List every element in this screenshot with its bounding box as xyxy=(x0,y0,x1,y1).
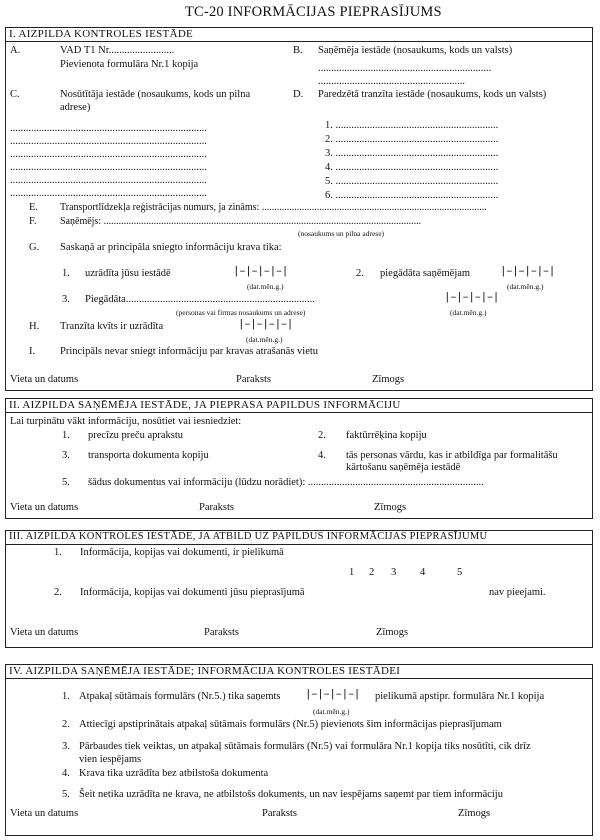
s4-item4-number[interactable]: 4. xyxy=(62,768,70,779)
field-b-line-1[interactable]: .................................................................. xyxy=(318,63,492,74)
g3-number: 3. xyxy=(62,294,70,305)
field-d-letter: D. xyxy=(293,89,304,100)
g2-date-box[interactable]: |–|–|–|–| xyxy=(500,266,555,278)
g3-date-note: (dat.mēn.g.) xyxy=(450,308,487,317)
field-c-line[interactable]: ........................................................................... xyxy=(10,175,207,186)
s4-item3-label-2: vien iespējams xyxy=(79,754,142,765)
g1-label: uzrādīta jūsu iestādē xyxy=(85,268,171,279)
s2-item1-number: 1. xyxy=(62,430,70,441)
field-c-line[interactable]: ........................................................................... xyxy=(10,123,207,134)
form-title: TC-20 INFORMĀCIJAS PIEPRASĪJUMS xyxy=(185,4,442,20)
field-f-note: (nosaukums un pilna adrese) xyxy=(298,229,385,238)
s1-footer-signature[interactable]: Paraksts xyxy=(236,374,271,385)
field-e-letter: E. xyxy=(29,202,39,213)
s4-item1-date-note: (dat.mēn.g.) xyxy=(313,707,350,716)
field-c-line[interactable]: ........................................................................... xyxy=(10,188,207,199)
field-f-letter: F. xyxy=(29,216,37,227)
field-e-vehicle-number[interactable]: Transportlīdzekļa reģistrācijas numurs, ja zināms: .......................................................................................... xyxy=(60,202,487,213)
g2-date-note: (dat.mēn.g.) xyxy=(507,282,544,291)
s1-footer-stamp[interactable]: Zīmogs xyxy=(372,374,405,385)
s4-item1-number[interactable]: 1. xyxy=(62,691,70,702)
field-d-line-1[interactable]: 1. .............................................................. xyxy=(325,120,499,131)
section-3-header: III. AIZPILDA KONTROLES IESTĀDE, JA ATBILD UZ PAPILDUS INFORMĀCIJAS PIEPRASĪJUMU xyxy=(9,531,488,542)
s2-item4-number: 4. xyxy=(318,450,326,461)
s3-attachment-number[interactable]: 1 xyxy=(349,567,355,578)
field-c-label-2: adrese) xyxy=(60,102,91,113)
s2-item5-number: 5. xyxy=(62,477,70,488)
field-c-letter: C. xyxy=(10,89,20,100)
field-a-letter: A. xyxy=(10,45,21,56)
s4-item3-label-1: Pārbaudes tiek veiktas, un atpakaļ sūtāmais formulārs (Nr.5) vai formulāra Nr.1 kopija tiks nosūtīti, cik drīz xyxy=(79,741,531,752)
s2-item4-label-2[interactable]: kārtošanu saņēmēja iestādē xyxy=(346,462,461,473)
field-h-label: Tranzīta kvīts ir uzrādīta xyxy=(60,321,164,332)
s2-footer-stamp[interactable]: Zīmogs xyxy=(374,502,407,513)
field-g-label: Saskaņā ar principāla sniegto informāciju krava tika: xyxy=(60,242,282,253)
s3-item2-label: Informācija, kopijas vai dokumenti jūsu pieprasījumā xyxy=(80,587,305,598)
s4-item5-number[interactable]: 5. xyxy=(62,789,70,800)
field-c-line[interactable]: ........................................................................... xyxy=(10,162,207,173)
s2-item3-number: 3. xyxy=(62,450,70,461)
s2-item5-label[interactable]: šādus dokumentus vai informāciju (lūdzu norādiet): ................................................................... xyxy=(88,477,484,488)
s4-item5-label: Šeit netika uzrādīta ne krava, ne atbilstošs dokuments, un nav iespējams saņemt par tiem informāciju xyxy=(79,789,503,800)
field-b-label: Saņēmēja iestāde (nosaukums, kods un valsts) xyxy=(318,45,513,56)
g2-label: piegādāta saņēmējam xyxy=(380,268,471,279)
s3-item2-end: nav pieejami. xyxy=(489,587,546,598)
s3-attachment-number[interactable]: 3 xyxy=(391,567,397,578)
g2-number: 2. xyxy=(356,268,364,279)
field-d-line-6[interactable]: 6. .............................................................. xyxy=(325,190,499,201)
field-c-line[interactable]: ........................................................................... xyxy=(10,136,207,147)
s2-footer-place[interactable]: Vieta un datums xyxy=(10,502,79,513)
s2-intro: Lai turpinātu vākt informāciju, nosūtiet vai iesniedziet: xyxy=(10,416,242,427)
s3-footer-stamp[interactable]: Zīmogs xyxy=(376,627,409,638)
g1-number: 1. xyxy=(62,268,70,279)
s3-attachment-number[interactable]: 2 xyxy=(369,567,375,578)
section-2-header: II. AIZPILDA SAŅĒMĒJA IESTĀDE, JA PIEPRASA PAPILDUS INFORMĀCIJU xyxy=(9,399,401,411)
h-date-box[interactable]: |–|–|–|–| xyxy=(238,319,293,331)
section-4-header: IV. AIZPILDA SAŅĒMĒJA IESTĀDE; INFORMĀCIJA KONTROLES IESTĀDEI xyxy=(9,665,401,677)
field-b-letter: B. xyxy=(293,45,303,56)
field-d-line-5[interactable]: 5. .............................................................. xyxy=(325,176,499,187)
field-i-letter: I. xyxy=(29,346,36,357)
field-h-letter: H. xyxy=(29,321,40,332)
s1-footer-place[interactable]: Vieta un datums xyxy=(10,374,79,385)
s2-item3-label[interactable]: transporta dokumenta kopiju xyxy=(88,450,209,461)
g1-date-box[interactable]: |–|–|–|–| xyxy=(233,266,288,278)
s4-footer-stamp[interactable]: Zīmogs xyxy=(458,808,491,819)
s4-footer-signature[interactable]: Paraksts xyxy=(262,808,297,819)
s2-item1-label[interactable]: precīzu preču aprakstu xyxy=(88,430,184,441)
section-1-header: I. AIZPILDA KONTROLES IESTĀDE xyxy=(9,28,194,40)
field-d-line-3[interactable]: 3. .............................................................. xyxy=(325,148,499,159)
s3-attachment-number[interactable]: 5 xyxy=(457,567,463,578)
field-g-letter: G. xyxy=(29,242,40,253)
field-d-line-4[interactable]: 4. .............................................................. xyxy=(325,162,499,173)
s3-item2-number[interactable]: 2. xyxy=(54,587,62,598)
s4-item2-number[interactable]: 2. xyxy=(62,719,70,730)
field-b-line-2[interactable]: ........................................................ xyxy=(318,76,465,87)
s2-footer-signature[interactable]: Paraksts xyxy=(199,502,234,513)
field-d-line-2[interactable]: 2. .............................................................. xyxy=(325,134,499,145)
g3-label[interactable]: Piegādāta........................................................................ xyxy=(85,294,315,305)
s4-item1-date-box[interactable]: |–|–|–|–| xyxy=(305,689,360,701)
g3-date-box[interactable]: |–|–|–|–| xyxy=(444,292,499,304)
s2-item2-number: 2. xyxy=(318,430,326,441)
s4-item1-label-a: Atpakaļ sūtāmais formulārs (Nr.5.) tika saņemts xyxy=(79,691,281,702)
field-c-line[interactable]: ........................................................................... xyxy=(10,149,207,160)
g3-sub-note: (personas vai firmas nosaukums un adrese) xyxy=(176,308,306,317)
field-i-label: Principāls nevar sniegt informāciju par kravas atrašanās vietu xyxy=(60,346,319,357)
field-a-sub: Pievienota formulāra Nr.1 kopija xyxy=(60,59,199,70)
s3-footer-place[interactable]: Vieta un datums xyxy=(10,627,79,638)
s3-attachment-number[interactable]: 4 xyxy=(420,567,426,578)
s3-footer-signature[interactable]: Paraksts xyxy=(204,627,239,638)
field-d-label: Paredzētā tranzīta iestāde (nosaukums, kods un valsts) xyxy=(318,89,547,100)
s4-footer-place[interactable]: Vieta un datums xyxy=(10,808,79,819)
field-f-consignee[interactable]: Saņēmējs: ............................................................................................................................... xyxy=(60,216,422,227)
s4-item3-number[interactable]: 3. xyxy=(62,741,70,752)
s3-item1-number[interactable]: 1. xyxy=(54,547,62,558)
s4-item2-label: Attiecīgi apstiprinātais atpakaļ sūtāmais formulārs (Nr.5) pievienots šim informācijas pieprasījumam xyxy=(79,719,502,730)
field-a-label[interactable]: VAD T1 Nr......................... xyxy=(60,45,175,56)
g1-date-note: (dat.mēn.g.) xyxy=(247,282,284,291)
s3-item1-label: Informācija, kopijas vai dokumenti, ir pielikumā xyxy=(80,547,284,558)
s4-item1-label-b: pielikumā apstipr. formulāra Nr.1 kopija xyxy=(375,691,545,702)
s2-item4-label-1[interactable]: tās personas vārdu, kas ir atbildīga par formalitāšu xyxy=(346,450,558,461)
field-c-label-1: Nosūtītāja iestāde (nosaukums, kods un pilna xyxy=(60,89,251,100)
s2-item2-label[interactable]: faktūrrēķina kopiju xyxy=(346,430,427,441)
h-date-note: (dat.mēn.g.) xyxy=(246,335,283,344)
s4-item4-label: Krava tika uzrādīta bez atbilstoša dokumenta xyxy=(79,768,269,779)
